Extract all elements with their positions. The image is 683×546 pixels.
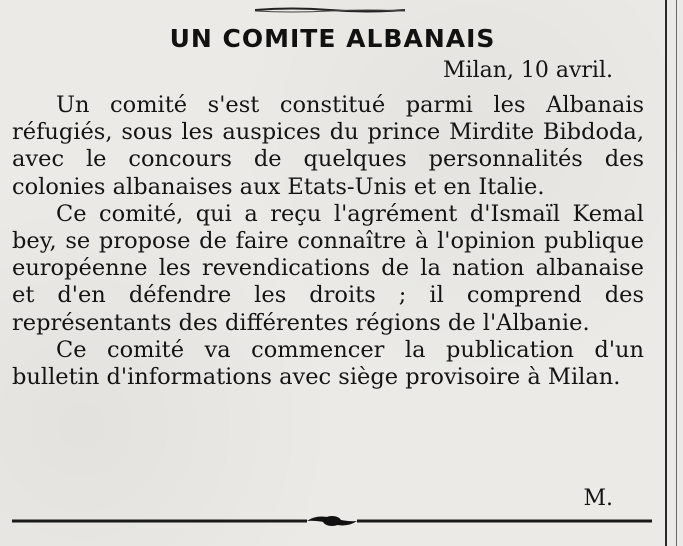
article-paragraph-2: Ce comité, qui a reçu l'agrément d'Ismaïl Kemal bey, se propose de faire connaître à l'opinion publique européenne les revendications de la nation albanaise et d'en défendre les droits ; il comprend des représentants des différentes régions de l'Albanie. (12, 200, 644, 336)
top-ornament-rule (255, 6, 405, 14)
column-rule (665, 0, 667, 546)
article-signature: M. (583, 486, 613, 511)
article-dateline: Milan, 10 avril. (443, 58, 613, 83)
article-paragraph-1: Un comité s'est constitué parmi les Albanais réfugiés, sous les auspices du prince Mirdite Bibdoda, avec le concours de quelques personnalités des colonies albanaises aux Etats-Unis et en Italie. (12, 92, 644, 200)
article-headline: UN COMITE ALBANAIS (169, 24, 496, 53)
column-rule-secondary (676, 0, 677, 546)
bottom-ornament-rule (12, 512, 652, 530)
article-body (12, 92, 644, 391)
article-paragraph-3: Ce comité va commencer la publication d'un bulletin d'informations avec siège provisoire à Milan. (12, 336, 644, 391)
